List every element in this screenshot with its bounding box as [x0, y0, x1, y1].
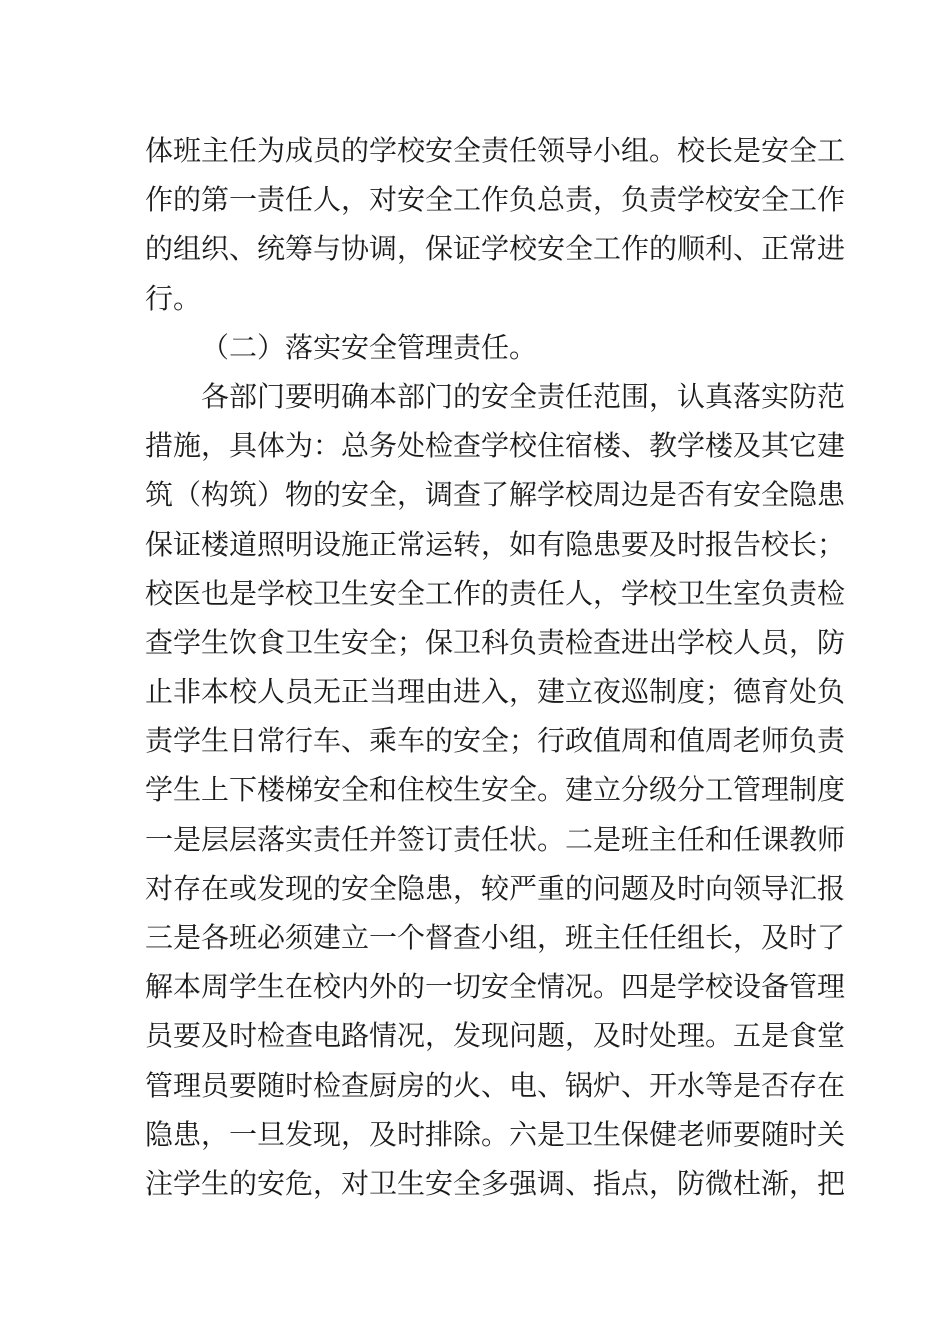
text-line: 筑（构筑）物的安全，调查了解学校周边是否有安全隐患 [145, 478, 846, 512]
section-heading: （二）落实安全管理责任。 [201, 330, 538, 364]
text-line: 隐患，一旦发现，及时排除。六是卫生保健老师要随时关 [145, 1117, 846, 1151]
text-line: 校医也是学校卫生安全工作的责任人，学校卫生室负责检 [145, 576, 846, 610]
text-line: 一是层层落实责任并签订责任状。二是班主任和任课教师 [145, 822, 846, 856]
text-line: 对存在或发现的安全隐患，较严重的问题及时向领导汇报 [145, 871, 846, 905]
text-line: 的组织、统筹与协调，保证学校安全工作的顺利、正常进 [145, 232, 846, 266]
text-line: 体班主任为成员的学校安全责任领导小组。校长是安全工 [145, 134, 846, 167]
text-line: 学生上下楼梯安全和住校生安全。建立分级分工管理制度 [145, 773, 846, 807]
text-line: 措施，具体为：总务处检查学校住宿楼、教学楼及其它建 [145, 429, 846, 463]
text-line: 管理员要随时检查厨房的火、电、锅炉、开水等是否存在 [145, 1068, 846, 1102]
text-line: 注学生的安危，对卫生安全多强调、指点，防微杜渐，把 [145, 1166, 846, 1200]
text-line: 止非本校人员无正当理由进入，建立夜巡制度；德育处负 [145, 675, 846, 709]
text-line: 三是各班必须建立一个督查小组，班主任任组长，及时了 [145, 921, 846, 954]
text-line: 行。 [145, 281, 202, 315]
text-line: 作的第一责任人，对安全工作负总责，负责学校安全工作 [145, 183, 846, 217]
text-line: 解本周学生在校内外的一切安全情况。四是学校设备管理 [145, 970, 846, 1004]
text-line: 员要及时检查电路情况，发现问题，及时处理。五是食堂 [145, 1019, 846, 1053]
text-line: 保证楼道照明设施正常运转，如有隐患要及时报告校长； [145, 527, 846, 561]
text-line: 各部门要明确本部门的安全责任范围，认真落实防范 [201, 379, 846, 413]
text-line: 查学生饮食卫生安全；保卫科负责检查进出学校人员，防 [145, 625, 846, 659]
text-line: 责学生日常行车、乘车的安全；行政值周和值周老师负责 [145, 724, 846, 758]
body-text [145, 126, 846, 1208]
